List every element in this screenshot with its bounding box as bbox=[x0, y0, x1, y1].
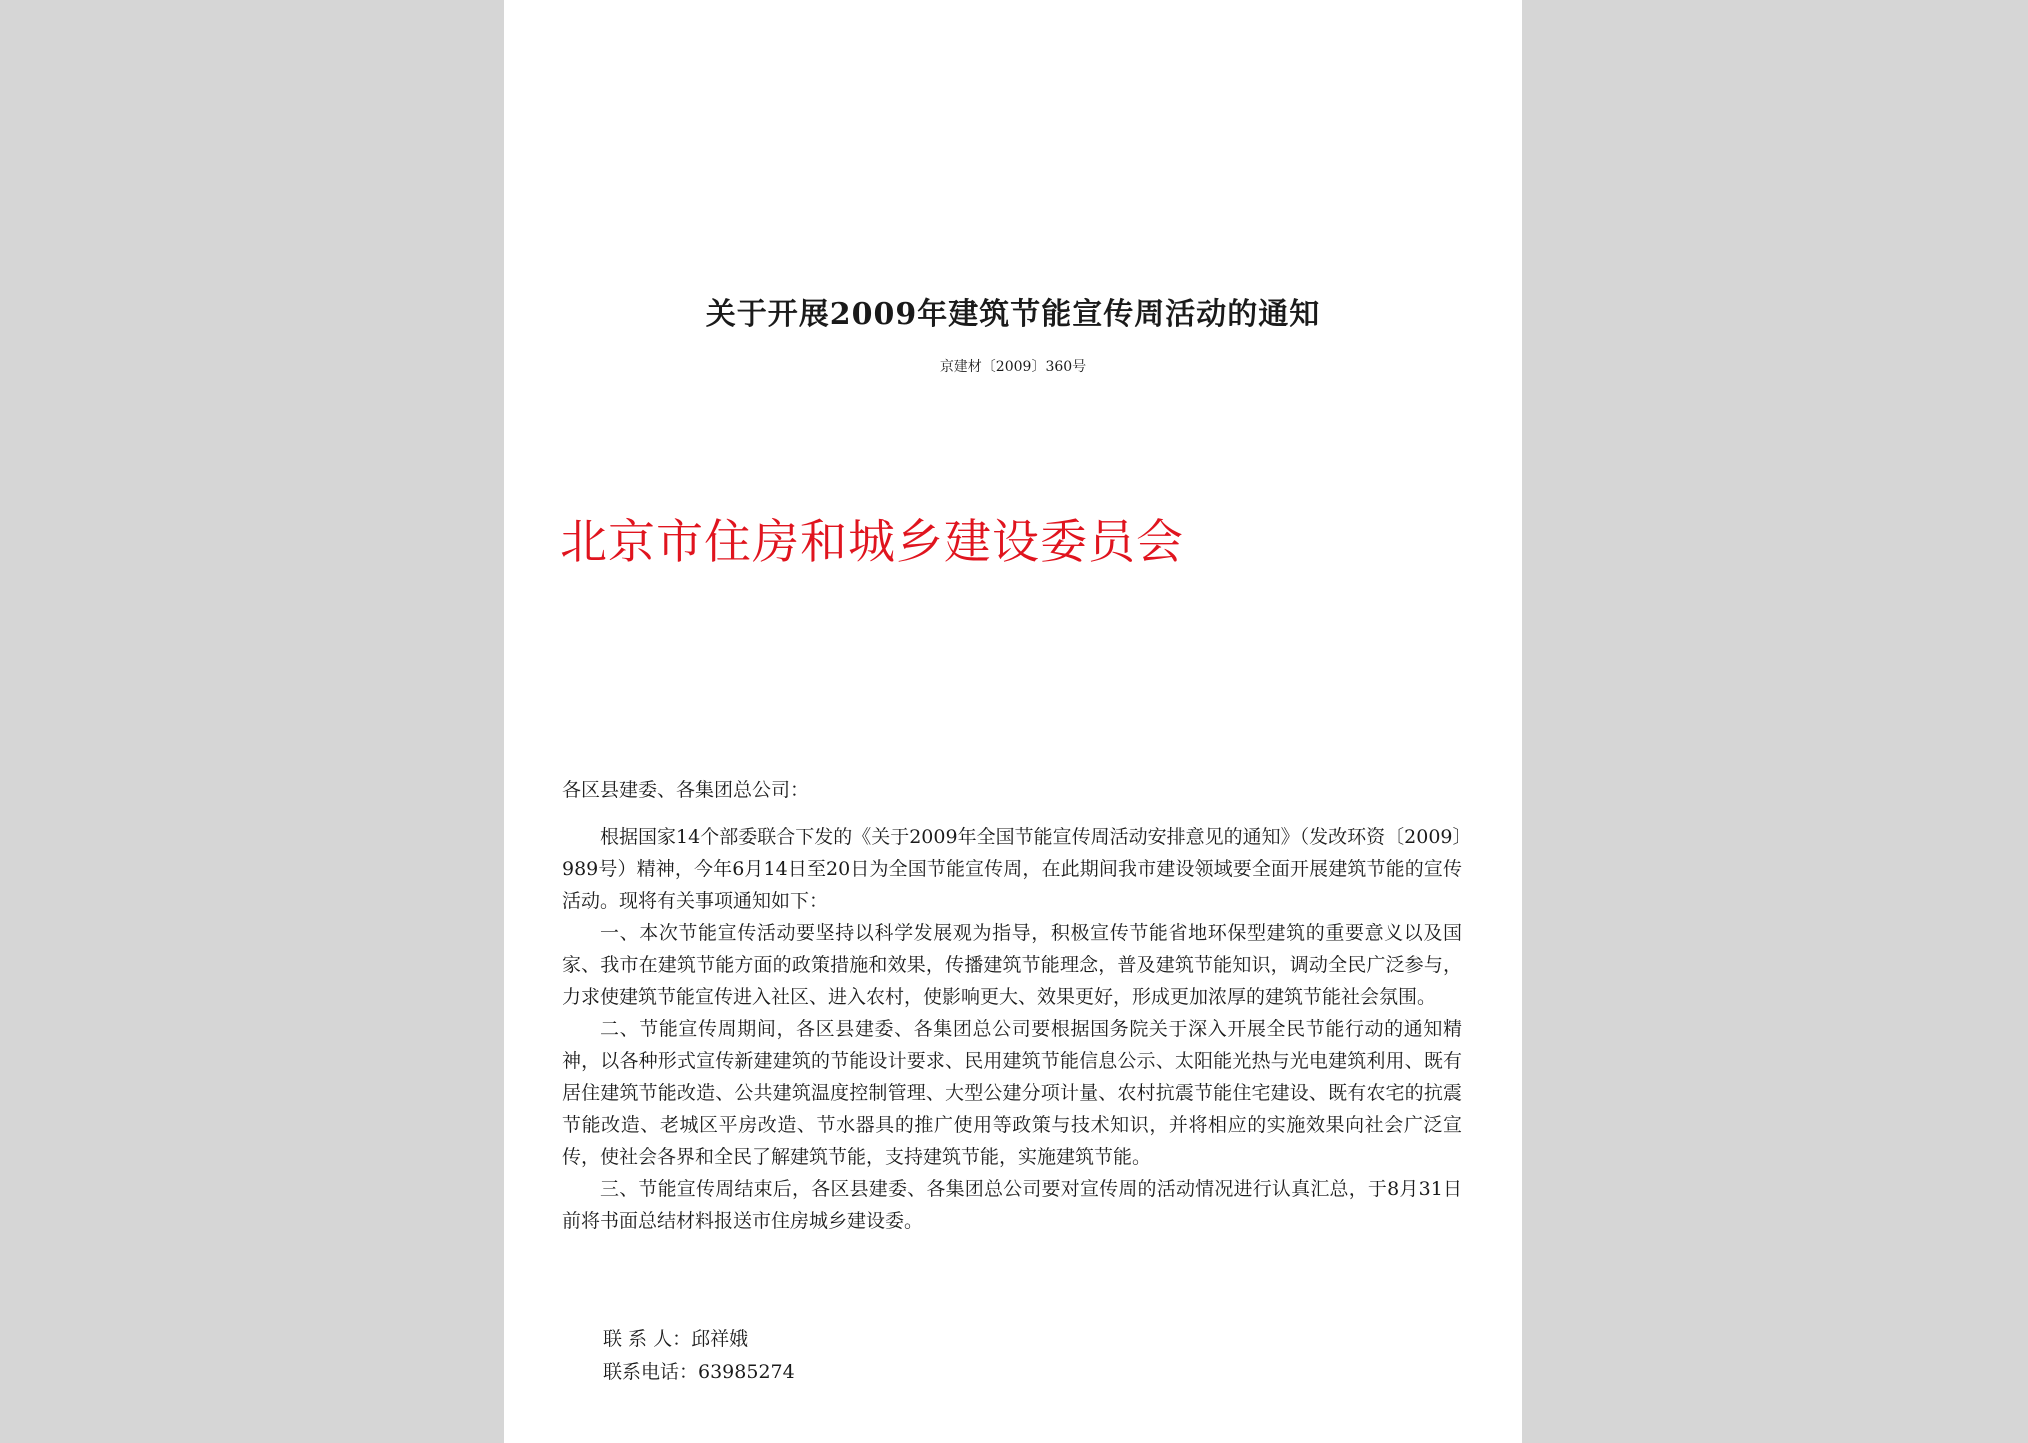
body-paragraph: 三、节能宣传周结束后，各区县建委、各集团总公司要对宣传周的活动情况进行认真汇总，于8月31日前将书面总结材料报送市住房城乡建设委。 bbox=[562, 1178, 1462, 1232]
document-page bbox=[504, 0, 1522, 1443]
document-title: 关于开展2009年建筑节能宣传周活动的通知 bbox=[705, 297, 1321, 332]
body-paragraph: 根据国家14个部委联合下发的《关于2009年全国节能宣传周活动安排意见的通知》（发改环资〔2009〕989号）精神，今年6月14日至20日为全国节能宣传周，在此期间我市建设领域要全面开展建筑节能的宣传活动。现将有关事项通知如下： bbox=[562, 826, 1462, 912]
contact-person: 联 系 人：邱祥娥 bbox=[603, 1328, 749, 1350]
contact-block bbox=[603, 1323, 795, 1389]
issuing-organization: 北京市住房和城乡建设委员会 bbox=[560, 515, 1184, 570]
salutation: 各区县建委、各集团总公司： bbox=[562, 779, 810, 801]
body-paragraph: 二、节能宣传周期间，各区县建委、各集团总公司要根据国务院关于深入开展全民节能行动的通知精神，以各种形式宣传新建建筑的节能设计要求、民用建筑节能信息公示、太阳能光热与光电建筑利用、既有居住建筑节能改造、公共建筑温度控制管理、大型公建分项计量、农村抗震节能住宅建设、既有农宅的抗震节能改造、老城区平房改造、节水器具的推广使用等政策与技术知识，并将相应的实施效果向社会广泛宣传，使社会各界和全民了解建筑节能，支持建筑节能，实施建筑节能。 bbox=[562, 1018, 1462, 1168]
contact-phone: 联系电话：63985274 bbox=[603, 1361, 795, 1383]
document-number: 京建材〔2009〕360号 bbox=[939, 359, 1087, 375]
document-body bbox=[562, 821, 1462, 1237]
body-paragraph: 一、本次节能宣传活动要坚持以科学发展观为指导，积极宣传节能省地环保型建筑的重要意义以及国家、我市在建筑节能方面的政策措施和效果，传播建筑节能理念，普及建筑节能知识，调动全民广泛参与，力求使建筑节能宣传进入社区、进入农村，使影响更大、效果更好，形成更加浓厚的建筑节能社会氛围。 bbox=[562, 922, 1462, 1008]
